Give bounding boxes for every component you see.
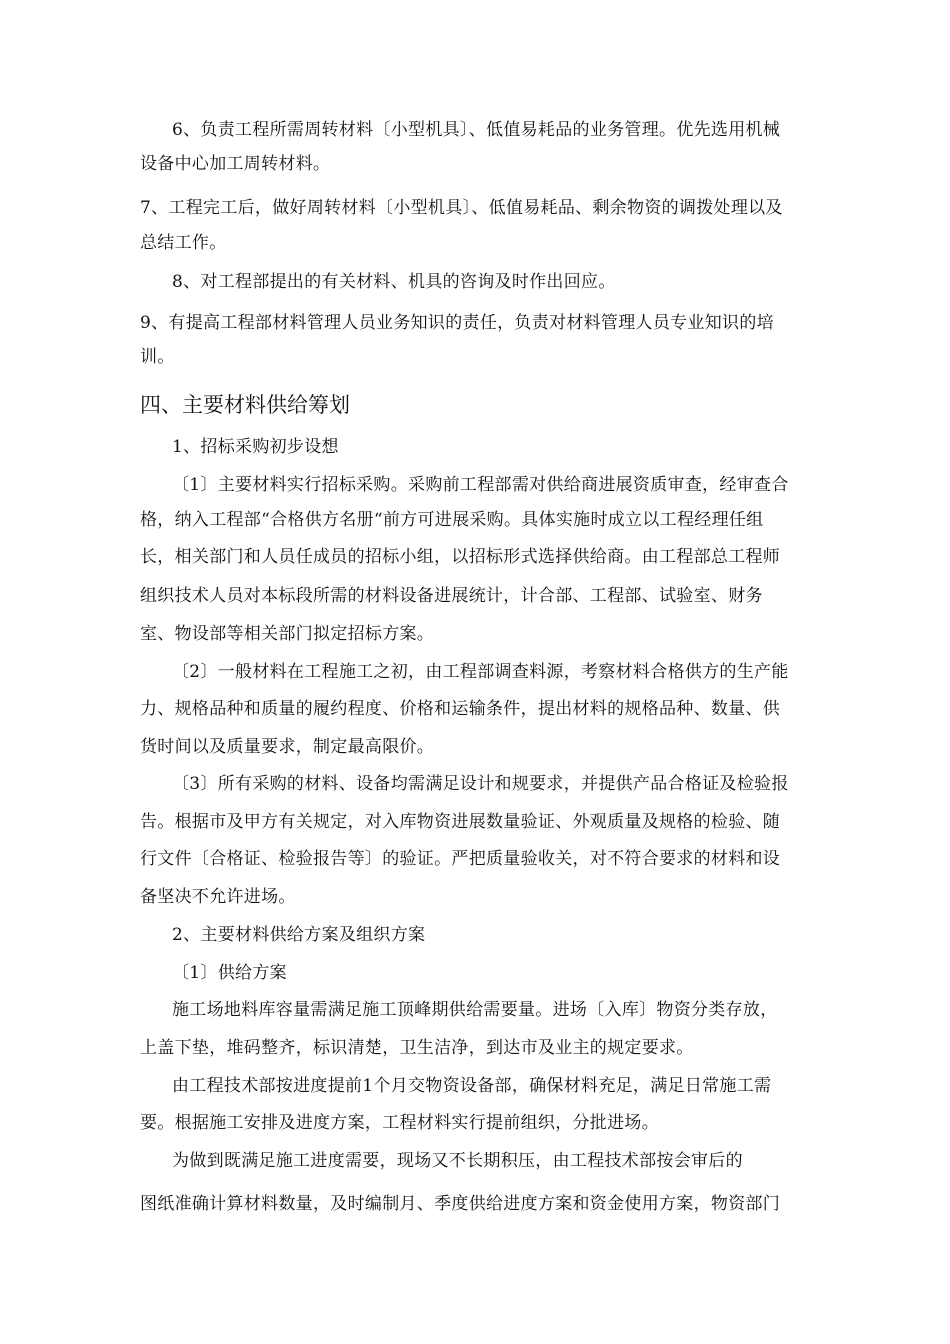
paragraph-line: 备坚决不允许进场。 <box>140 887 296 907</box>
paragraph-line: 由工程技术部按进度提前1个月交物资设备部，确保材料充足，满足日常施工需 <box>172 1076 772 1096</box>
section-heading: 四、主要材料供给筹划 <box>140 393 350 417</box>
paragraph-line: 长，相关部门和人员任成员的招标小组，以招标形式选择供给商。由工程部总工程师 <box>140 547 781 567</box>
paragraph-line: 要。根据施工安排及进度方案，工程材料实行提前组织，分批进场。 <box>140 1113 659 1133</box>
paragraph-line: 组织技术人员对本标段所需的材料设备进展统计，计合部、工程部、试验室、财务 <box>140 586 763 606</box>
paragraph-line: 6、负责工程所需周转材料〔小型机具〕、低值易耗品的业务管理。优先选用机械 <box>172 120 781 140</box>
paragraph-line: 力、规格品种和质量的履约程度、价格和运输条件，提出材料的规格品种、数量、供 <box>140 699 781 719</box>
paragraph-line: 〔2〕一般材料在工程施工之初，由工程部调查料源，考察材料合格供方的生产能 <box>172 662 789 682</box>
paragraph-line: 行文件〔合格证、检验报告等〕的验证。严把质量验收关，对不符合要求的材料和设 <box>140 849 781 869</box>
paragraph-line: 格，纳入工程部“合格供方名册“前方可进展采购。具体实施时成立以工程经理任组 <box>140 510 764 530</box>
subsection-heading: 1、招标采购初步设想 <box>172 437 339 457</box>
paragraph-line: 〔1〕主要材料实行招标采购。采购前工程部需对供给商进展资质审查，经审查合 <box>172 475 789 495</box>
paragraph-line: 货时间以及质量要求，制定最高限价。 <box>140 737 435 757</box>
subsection-heading: 〔1〕供给方案 <box>172 963 287 983</box>
paragraph-line: 图纸准确计算材料数量，及时编制月、季度供给进度方案和资金使用方案，物资部门 <box>140 1194 781 1214</box>
paragraph-line: 总结工作。 <box>140 233 227 253</box>
paragraph-line: 为做到既满足施工进度需要，现场又不长期积压，由工程技术部按会审后的 <box>172 1151 743 1171</box>
paragraph-line: 室、物设部等相关部门拟定招标方案。 <box>140 624 435 644</box>
paragraph-line: 训。 <box>140 347 175 367</box>
paragraph-line: 告。根据市及甲方有关规定，对入库物资进展数量验证、外观质量及规格的检验、随 <box>140 812 781 832</box>
subsection-heading: 2、主要材料供给方案及组织方案 <box>172 925 426 945</box>
paragraph-line: 设备中心加工周转材料。 <box>140 154 331 174</box>
paragraph-line: 7、工程完工后，做好周转材料〔小型机具〕、低值易耗品、剩余物资的调拨处理以及 <box>140 198 783 218</box>
paragraph-line: 施工场地料库容量需满足施工顶峰期供给需要量。进场〔入库〕物资分类存放， <box>172 1000 778 1020</box>
paragraph-line: 8、对工程部提出的有关材料、机具的咨询及时作出回应。 <box>172 272 616 292</box>
paragraph-line: 上盖下垫，堆码整齐，标识清楚，卫生洁净，到达市及业主的规定要求。 <box>140 1038 694 1058</box>
paragraph-line: 9、有提高工程部材料管理人员业务知识的责任，负责对材料管理人员专业知识的培 <box>140 313 774 333</box>
paragraph-line: 〔3〕所有采购的材料、设备均需满足设计和规要求，并提供产品合格证及检验报 <box>172 774 789 794</box>
